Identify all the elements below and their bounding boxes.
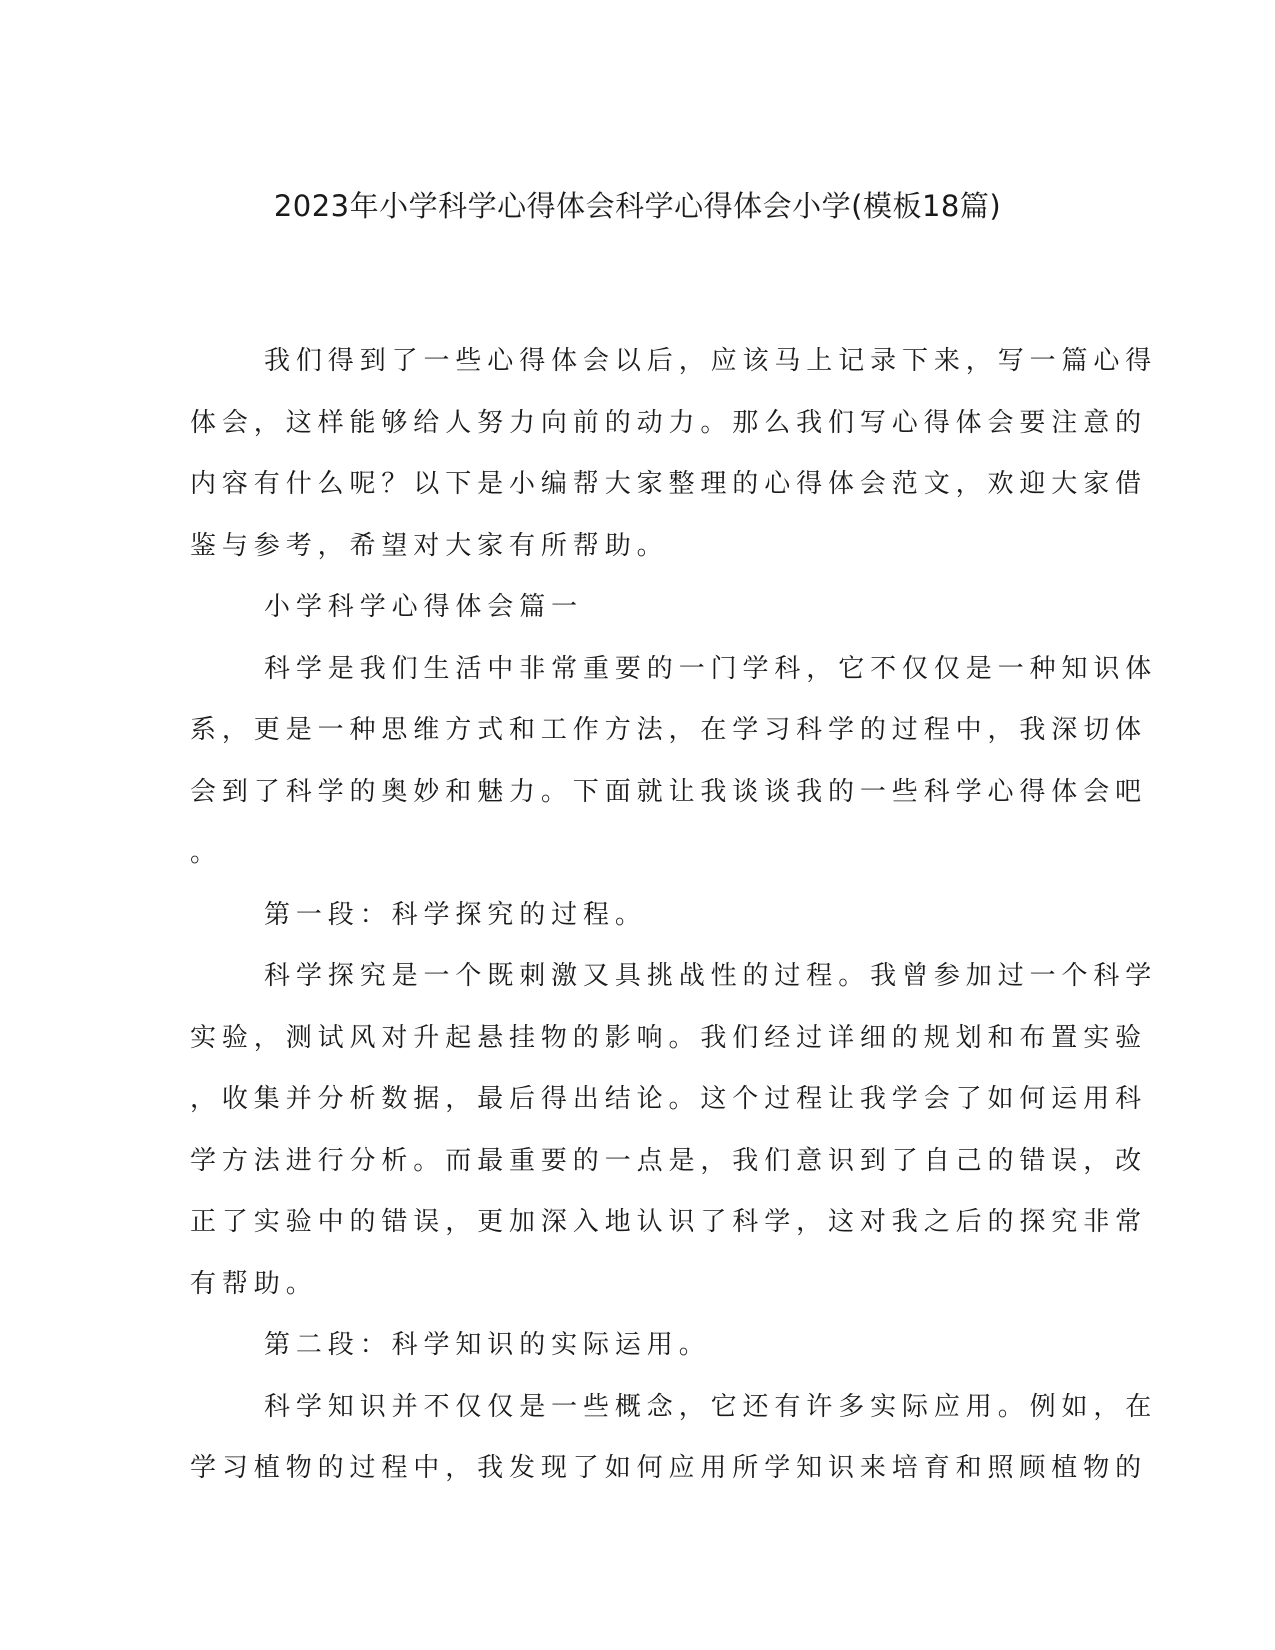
paragraph-line: 会到了科学的奥妙和魅力。下面就让我谈谈我的一些科学心得体会吧: [190, 776, 1148, 807]
paragraph-line: 鉴与参考，希望对大家有所帮助。: [190, 530, 669, 561]
document-body: [190, 331, 1158, 1500]
paragraph-line: 学方法进行分析。而最重要的一点是，我们意识到了自己的错误，改: [190, 1145, 1148, 1176]
section-heading: 第一段：科学探究的过程。: [264, 899, 647, 930]
paragraph-line: 有帮助。: [190, 1268, 318, 1299]
paragraph-line: 学习植物的过程中，我发现了如何应用所学知识来培育和照顾植物的: [190, 1453, 1148, 1483]
paragraph-line: 科学探究是一个既刺激又具挑战性的过程。我曾参加过一个科学: [264, 961, 1158, 991]
paragraph-line: 科学知识并不仅仅是一些概念，它还有许多实际应用。例如，在: [264, 1391, 1158, 1422]
paragraph-line: ，收集并分析数据，最后得出结论。这个过程让我学会了如何运用科: [190, 1084, 1148, 1114]
section-heading: 小学科学心得体会篇一: [264, 592, 584, 622]
paragraph-line: 体会，这样能够给人努力向前的动力。那么我们写心得体会要注意的: [190, 407, 1148, 438]
paragraph-line: 正了实验中的错误，更加深入地认识了科学，这对我之后的探究非常: [190, 1207, 1148, 1237]
paragraph-line: 系，更是一种思维方式和工作方法，在学习科学的过程中，我深切体: [190, 715, 1148, 745]
paragraph-line: 科学是我们生活中非常重要的一门学科，它不仅仅是一种知识体: [264, 653, 1158, 684]
section-heading: 第二段：科学知识的实际运用。: [264, 1330, 711, 1360]
paragraph-line: 。: [190, 838, 222, 868]
paragraph-line: 内容有什么呢？以下是小编帮大家整理的心得体会范文，欢迎大家借: [190, 469, 1148, 499]
paragraph-line: 我们得到了一些心得体会以后，应该马上记录下来，写一篇心得: [264, 346, 1158, 376]
paragraph-line: 实验，测试风对升起悬挂物的影响。我们经过详细的规划和布置实验: [190, 1022, 1148, 1053]
document-title: 2023年小学科学心得体会科学心得体会小学(模板18篇): [273, 189, 1002, 223]
